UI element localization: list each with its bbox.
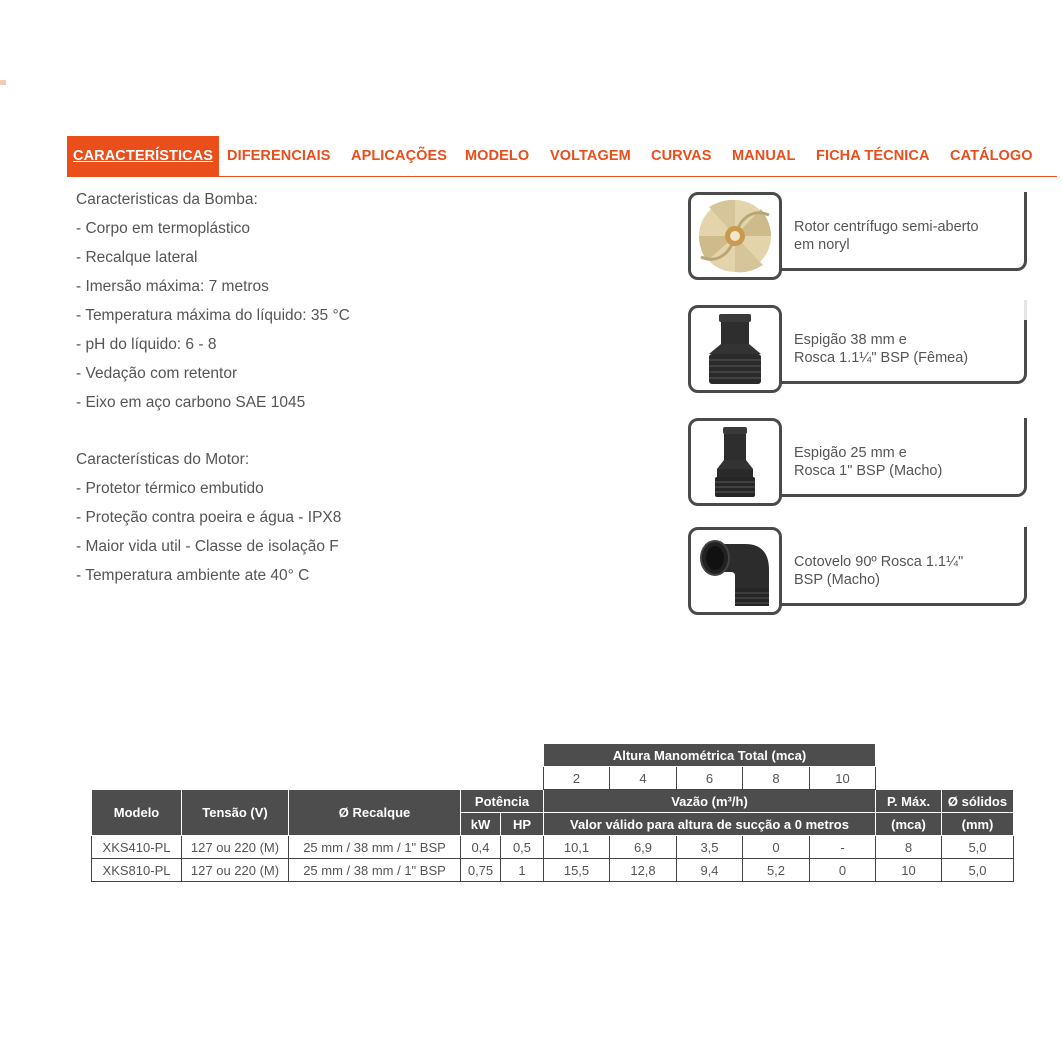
- header-kw: kW: [461, 813, 501, 836]
- motor-feature-item: - Maior vida util - Classe de isolação F: [76, 538, 339, 555]
- pump-feature-item: - Imersão máxima: 7 metros: [76, 278, 269, 295]
- motor-feature-item: - Proteção contra poeira e água - IPX8: [76, 509, 342, 526]
- cell-vazao: 12,8: [610, 859, 677, 882]
- cell-solidos: 5,0: [942, 836, 1014, 859]
- hose-barb-female-icon: [688, 305, 782, 393]
- tab-caracteristicas[interactable]: CARACTERÍSTICAS: [67, 136, 219, 176]
- pump-features-title: Caracteristicas da Bomba:: [76, 191, 258, 208]
- cell-vazao: 3,5: [677, 836, 743, 859]
- height-6: 6: [677, 767, 743, 790]
- cell-solidos: 5,0: [942, 859, 1014, 882]
- height-10: 10: [810, 767, 876, 790]
- cell-tensao: 127 ou 220 (M): [182, 836, 289, 859]
- table-row: [92, 836, 1014, 859]
- tab-bar: [67, 136, 1057, 177]
- header-recalque: Ø Recalque: [289, 790, 461, 836]
- header-solidos: Ø sólidos: [942, 790, 1014, 813]
- header-pmax: P. Máx.: [876, 790, 942, 813]
- header-tensao: Tensão (V): [182, 790, 289, 836]
- cell-vazao: 5,2: [743, 859, 810, 882]
- motor-feature-item: - Temperatura ambiente ate 40° C: [76, 567, 310, 584]
- corner-decoration: [0, 80, 6, 85]
- cell-pmax: 10: [876, 859, 942, 882]
- spec-table: [91, 743, 1014, 882]
- cell-vazao: 15,5: [544, 859, 610, 882]
- tab-curvas[interactable]: CURVAS: [651, 148, 712, 164]
- tab-aplicacoes[interactable]: APLICAÇÕES: [351, 148, 448, 164]
- tab-ficha-tecnica[interactable]: FICHA TÉCNICA: [816, 148, 930, 164]
- tab-voltagem[interactable]: VOLTAGEM: [550, 148, 631, 164]
- header-vazao: Vazão (m³/h): [544, 790, 876, 813]
- cell-recalque: 25 mm / 38 mm / 1" BSP: [289, 836, 461, 859]
- height-4: 4: [610, 767, 677, 790]
- table-row: [92, 859, 1014, 882]
- accessory-card-cotovelo: [688, 527, 1028, 619]
- header-modelo: Modelo: [92, 790, 182, 836]
- tab-catalogo[interactable]: CATÁLOGO: [950, 148, 1033, 164]
- accessory-description: Cotovelo 90º Rosca 1.1¼" BSP (Macho): [794, 554, 964, 588]
- pump-feature-item: - Vedação com retentor: [76, 365, 238, 382]
- accessory-card-espigao-38: [688, 305, 1028, 397]
- accessory-card-rotor: [688, 192, 1028, 284]
- cell-vazao: 6,9: [610, 836, 677, 859]
- cell-vazao: -: [810, 836, 876, 859]
- pump-feature-item: - pH do líquido: 6 - 8: [76, 336, 217, 353]
- header-pmax-unit: (mca): [876, 813, 942, 836]
- cell-modelo: XKS410-PL: [92, 836, 182, 859]
- elbow-90-icon: [688, 527, 782, 615]
- header-vazao-note: Valor válido para altura de sucção a 0 metros: [544, 813, 876, 836]
- tab-diferenciais[interactable]: DIFERENCIAIS: [227, 148, 331, 164]
- motor-features-title: Características do Motor:: [76, 451, 250, 468]
- cell-hp: 0,5: [501, 836, 544, 859]
- cell-vazao: 0: [743, 836, 810, 859]
- cell-hp: 1: [501, 859, 544, 882]
- accessory-card-espigao-25: [688, 418, 1028, 510]
- features-list: [76, 188, 350, 593]
- cell-recalque: 25 mm / 38 mm / 1" BSP: [289, 859, 461, 882]
- cell-pmax: 8: [876, 836, 942, 859]
- pump-feature-item: - Eixo em aço carbono SAE 1045: [76, 394, 306, 411]
- accessory-description: Espigão 25 mm e Rosca 1" BSP (Macho): [794, 445, 943, 479]
- scroll-tick: [1024, 300, 1027, 320]
- altura-header: Altura Manométrica Total (mca): [544, 744, 876, 767]
- height-8: 8: [743, 767, 810, 790]
- cell-vazao: 10,1: [544, 836, 610, 859]
- header-hp: HP: [501, 813, 544, 836]
- pump-feature-item: - Corpo em termoplástico: [76, 220, 251, 237]
- pump-feature-item: - Temperatura máxima do líquido: 35 °C: [76, 307, 350, 324]
- header-potencia: Potência: [461, 790, 544, 813]
- pump-feature-item: - Recalque lateral: [76, 249, 198, 266]
- motor-feature-item: - Protetor térmico embutido: [76, 480, 264, 497]
- accessory-description: Espigão 38 mm e Rosca 1.1¼" BSP (Fêmea): [794, 332, 969, 366]
- cell-modelo: XKS810-PL: [92, 859, 182, 882]
- cell-vazao: 9,4: [677, 859, 743, 882]
- cell-tensao: 127 ou 220 (M): [182, 859, 289, 882]
- cell-vazao: 0: [810, 859, 876, 882]
- tab-manual[interactable]: MANUAL: [732, 148, 796, 164]
- hose-barb-male-icon: [688, 418, 782, 506]
- cell-kw: 0,75: [461, 859, 501, 882]
- cell-kw: 0,4: [461, 836, 501, 859]
- impeller-icon: [688, 192, 782, 280]
- tab-modelo[interactable]: MODELO: [465, 148, 530, 164]
- header-solidos-unit: (mm): [942, 813, 1014, 836]
- accessory-description: Rotor centrífugo semi-aberto em noryl: [794, 219, 979, 253]
- height-2: 2: [544, 767, 610, 790]
